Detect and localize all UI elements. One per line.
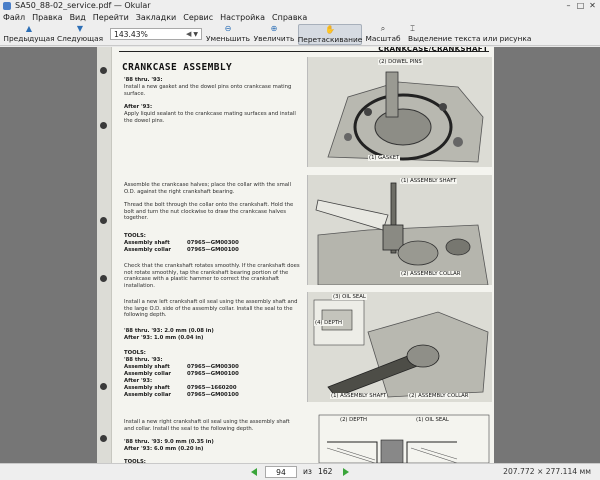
maximize-icon[interactable]: □ (576, 1, 585, 10)
page-header: CRANKCASE/CRANKSHAFT (378, 47, 488, 53)
tool-name: Assembly shaft (124, 385, 170, 391)
zoom-in-label: Увеличить (253, 34, 295, 43)
next-page-label: Следующая (56, 34, 104, 43)
text-select-icon: ⌶ (410, 24, 415, 33)
document-page[interactable] (97, 47, 494, 463)
previous-page-label: Предыдущая (3, 34, 55, 43)
tool-row (124, 364, 300, 371)
tool-name: Assembly collar (124, 247, 172, 253)
bottom-bar (0, 463, 600, 480)
figure-label: (2) DOWEL PINS (379, 59, 422, 65)
menu-go[interactable]: Перейти (92, 12, 129, 22)
window-titlebar (0, 0, 600, 11)
browse-tool-label: Перетаскивание (297, 35, 363, 44)
menubar (0, 11, 600, 23)
tool-row (124, 385, 300, 392)
figure-label: (1) ASSEMBLY SHAFT (331, 393, 387, 399)
window-title: SA50_88-02_service.pdf — Okular (15, 1, 151, 10)
tool-row (124, 392, 300, 399)
menu-settings[interactable]: Настройка (220, 12, 266, 22)
oil-seal-installation-illustration (308, 292, 492, 402)
tool-name: Assembly collar (124, 392, 172, 398)
tools-heading: TOOLS: (124, 350, 146, 356)
zoom-in-button[interactable] (252, 24, 296, 45)
tool-code: 07965—GM00100 (187, 247, 239, 253)
figure-label: (1) GASKET (369, 155, 400, 161)
depth-spec: '88 thru. '93: 2.0 mm (0.08 in) (124, 328, 214, 334)
figure-label: (2) ASSEMBLY COLLAR (409, 393, 469, 399)
menu-tools[interactable]: Сервис (183, 12, 214, 22)
depth-spec: After '93: 1.0 mm (0.04 in) (124, 335, 204, 341)
zoom-out-label: Уменьшить (205, 34, 251, 43)
binder-hole (100, 383, 107, 390)
menu-view[interactable]: Вид (69, 12, 86, 22)
arrow-up-icon: ▲ (25, 24, 33, 33)
minimize-icon[interactable]: – (566, 1, 571, 10)
tool-code: 07965—GM00100 (187, 392, 239, 398)
chevron-down-icon[interactable]: ▼ (193, 30, 198, 38)
figure-assembly-shaft-collar (307, 175, 492, 285)
main-toolbar (0, 23, 600, 46)
zoom-tool-button[interactable] (365, 24, 401, 45)
menu-bookmarks[interactable]: Закладки (135, 12, 177, 22)
paragraph: Install a new left crankshaft oil seal using the assembly shaft and the large O.D. side of the assembly collar. Install the seal to the following depth. (124, 299, 298, 319)
paragraph-heading: After '93: (124, 104, 153, 110)
arrow-down-icon: ▼ (76, 24, 84, 33)
zoom-out-button[interactable] (206, 24, 250, 45)
figure-label: (1) ASSEMBLY SHAFT (401, 178, 457, 184)
binder-hole (100, 435, 107, 442)
tool-row (124, 247, 300, 254)
browse-tool-button[interactable] (298, 24, 362, 45)
assembly-tool-illustration (308, 175, 492, 285)
text-select-label: Выделение текста или рисунка (408, 34, 532, 43)
zoom-out-icon: ⊖ (224, 24, 232, 33)
page-total: 162 (318, 467, 333, 476)
figure-label: (1) OIL SEAL (416, 417, 449, 423)
zoom-value[interactable]: 143.43% (114, 29, 148, 39)
tools-subheading: '88 thru. '93: (124, 357, 163, 363)
figure-label: (2) DEPTH (340, 417, 368, 423)
page-of-label: из (303, 467, 312, 476)
close-icon[interactable]: ✕ (589, 1, 596, 10)
figure-gasket-dowel-pins (307, 57, 492, 167)
binder-hole (100, 67, 107, 74)
tool-name: Assembly shaft (124, 240, 170, 246)
figure-right-oil-seal-depth (307, 412, 492, 463)
figure-label: (4) DEPTH (315, 320, 343, 326)
next-page-arrow-icon[interactable] (343, 468, 349, 476)
tools-heading: TOOLS: (124, 459, 146, 463)
crankcase-illustration (308, 57, 492, 167)
tool-name: Assembly shaft (124, 364, 170, 370)
page-edge (111, 47, 112, 463)
clear-field-icon[interactable]: ◀ (185, 30, 192, 38)
binder-hole (100, 122, 107, 129)
tool-row (124, 240, 300, 247)
tool-row (124, 371, 300, 378)
next-page-button[interactable] (57, 24, 103, 45)
binder-hole (100, 217, 107, 224)
figure-label: (3) OIL SEAL (333, 294, 366, 300)
zoom-combobox[interactable] (110, 28, 202, 40)
section-title: CRANKCASE ASSEMBLY (122, 62, 233, 73)
paragraph: Apply liquid sealant to the crankcase mating surfaces and install the dowel pins. (124, 111, 296, 124)
magnifier-icon: ⌕ (380, 24, 386, 33)
tool-code: 07965—1660200 (187, 385, 237, 391)
paragraph: Thread the bolt through the collar onto the crankshaft. Hold the bolt and turn the nut clockwise to draw the crankcase halves together. (124, 202, 294, 222)
tool-code: 07965—GM00300 (187, 240, 239, 246)
seal-depth-diagram (307, 412, 492, 463)
zoom-in-icon: ⊕ (270, 24, 278, 33)
figure-left-oil-seal (307, 292, 492, 402)
tool-code: 07965—GM00300 (187, 364, 239, 370)
previous-page-button[interactable] (4, 24, 54, 45)
paragraph: Check that the crankshaft rotates smoothly. If the crankshaft does not rotate smoothly, tap the crankshaft bearing portion of the crankcase with a plastic hammer to correct the crankshaft installation. (124, 263, 300, 289)
page-number-input[interactable]: 94 (265, 466, 297, 478)
depth-spec: '88 thru. '93: 9.0 mm (0.35 in) (124, 439, 214, 445)
tool-name: Assembly collar (124, 371, 172, 377)
paragraph: Install a new right crankshaft oil seal using the assembly shaft and collar. Install the seal to the following depth. (124, 419, 290, 432)
menu-edit[interactable]: Правка (32, 12, 63, 22)
menu-help[interactable]: Справка (272, 12, 308, 22)
binder-hole (100, 275, 107, 282)
tool-code: 07965—GM00100 (187, 371, 239, 377)
hand-icon: ✋ (325, 25, 335, 34)
zoom-tool-label: Масштаб (365, 34, 401, 43)
page-binding-margin (97, 47, 111, 463)
depth-spec: After '93: 6.0 mm (0.20 in) (124, 446, 204, 452)
page-size: 207.772 × 277.114 мм (503, 467, 591, 476)
figure-label: (2) ASSEMBLY COLLAR (401, 271, 461, 277)
menu-file[interactable]: Файл (3, 12, 26, 22)
tools-heading: TOOLS: (124, 233, 146, 239)
previous-page-arrow-icon[interactable] (251, 468, 257, 476)
document-viewport[interactable] (0, 47, 600, 463)
paragraph-heading: '88 thru. '93: (124, 77, 163, 83)
paragraph: Install a new gasket and the dowel pins onto crankcase mating surface. (124, 84, 292, 97)
paragraph: Assemble the crankcase halves; place the collar with the small O.D. against the right crankshaft bearing. (124, 182, 291, 195)
okular-app-icon (3, 2, 11, 10)
text-select-tool-button[interactable] (404, 24, 598, 45)
tools-subheading: After '93: (124, 378, 153, 384)
